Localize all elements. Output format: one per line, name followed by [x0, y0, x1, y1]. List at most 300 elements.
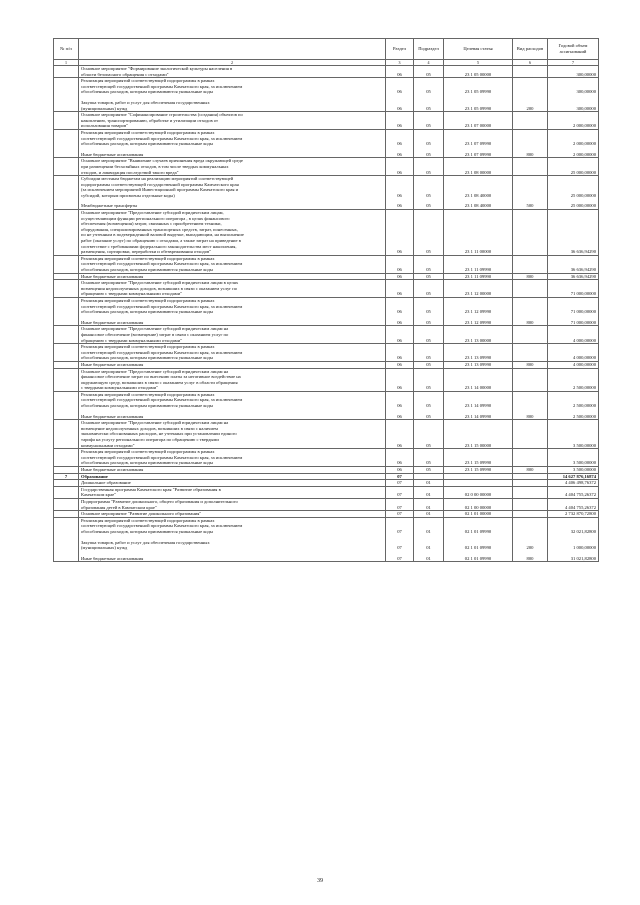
razdel-cell: [386, 361, 414, 368]
target-article-value: 23 1 07 09990: [464, 151, 492, 157]
expense-type-value: 800: [526, 273, 534, 279]
row-name-cell: [79, 420, 386, 449]
podrazdel-cell: [414, 297, 444, 325]
target-article-value: 23 1 05 00000: [464, 71, 492, 77]
amount-value: 2 000,00000: [573, 123, 596, 129]
target-article-cell: [444, 78, 513, 112]
row-number-cell: [54, 273, 79, 280]
expense-type-value: 800: [526, 319, 534, 325]
podrazdel-cell: [414, 517, 444, 562]
row-number-cell: [54, 467, 79, 474]
row-name-line: образования детей в Камчатском крае": [81, 504, 157, 510]
expense-type-value: 200: [526, 545, 534, 551]
expense-type-value: [515, 291, 545, 297]
expense-type-value: [515, 249, 545, 255]
expense-type-value: 800: [526, 467, 534, 472]
row-name-cell: [79, 480, 386, 487]
amount-cell: [548, 420, 599, 449]
row-name-cell: [79, 517, 386, 562]
expense-type-cell: [513, 280, 548, 298]
row-name-line: возмещения недополученных доходов, возникших в связи с оказанием услуг по: [81, 285, 238, 291]
podrazdel-value: 05: [426, 361, 431, 367]
row-name-cell: [79, 129, 386, 157]
razdel-value: 06: [397, 413, 402, 419]
podrazdel-value: 01: [426, 492, 431, 498]
target-article-cell: [444, 486, 513, 498]
target-article-cell: [444, 517, 513, 562]
header-num: № п/п: [54, 39, 79, 60]
amount-cell: [548, 368, 599, 391]
podrazdel-cell: [414, 361, 444, 368]
razdel-cell: [386, 498, 414, 510]
podrazdel-value: 05: [426, 309, 431, 315]
row-number-cell: [54, 176, 79, 210]
podrazdel-value: 05: [426, 403, 431, 409]
razdel-value: 06: [397, 355, 402, 361]
target-article-value: [446, 474, 510, 480]
row-name-line: размещения, сортировки, переработки и обезвреживания отходов": [81, 249, 212, 255]
podrazdel-cell: [414, 129, 444, 157]
index-cell: 3: [386, 60, 414, 66]
row-name-line: обособленных расходов, которым присваиваются уникальные коды: [81, 141, 213, 147]
razdel-value: 06: [397, 89, 402, 95]
expense-type-cell: [513, 391, 548, 419]
table-row: [54, 449, 599, 467]
row-number-cell: [54, 66, 79, 78]
row-name-cell: [79, 326, 386, 344]
table-row: [54, 486, 599, 498]
razdel-cell: [386, 112, 414, 130]
amount-value: 71 000,00000: [570, 319, 596, 325]
index-cell: 7: [548, 60, 599, 66]
expense-type-cell: [513, 210, 548, 256]
row-name-line: Реализация мероприятий соответствующей подпрограммы в рамках: [81, 297, 215, 303]
expense-type-cell: [513, 361, 548, 368]
row-name-line: коммунальными отходами": [81, 442, 135, 448]
expense-type-value: [515, 505, 545, 511]
amount-value: 2 500,00000: [573, 413, 596, 419]
target-article-value: 23 1 07 00000: [464, 123, 492, 129]
amount-value: 2 000,00000: [573, 141, 596, 147]
expense-type-value: 800: [526, 151, 534, 157]
podrazdel-cell: [414, 210, 444, 256]
row-number-cell: [54, 210, 79, 256]
expense-type-value: [515, 474, 545, 480]
row-name-line: соответствующей государственной программы Камчатского края, за исключением: [81, 83, 243, 89]
row-name-line: с твердыми коммунальными отходами": [81, 385, 158, 391]
razdel-value: 06: [397, 123, 402, 129]
target-article-value: [446, 480, 510, 486]
podrazdel-cell: [414, 511, 444, 518]
row-name-line: накоплению, транспортированию, обработке и утилизации отходов от: [81, 117, 219, 123]
row-name-cell: [79, 391, 386, 419]
row-name-line: работ (оказание услуг) по обращению с отходами, а также затрат на приведение в: [81, 238, 241, 244]
podrazdel-cell: [414, 420, 444, 449]
row-name-cell: [79, 344, 386, 362]
razdel-value: 07: [397, 504, 402, 510]
razdel-value: 07: [397, 528, 402, 534]
index-cell: 5: [444, 60, 513, 66]
amount-cell: [548, 158, 599, 176]
table-row: [54, 498, 599, 510]
table-row: [54, 391, 599, 419]
target-article-value: 02 1 01 09990: [464, 528, 492, 534]
row-name-line: обособленных расходов, которым присваиваются уникальные коды: [81, 528, 213, 534]
razdel-cell: [386, 368, 414, 391]
target-article-value: 02 0 00 00000: [464, 492, 492, 498]
target-article-value: 23 1 11 09990: [464, 267, 492, 272]
table-row: [54, 480, 599, 487]
row-name-line: Реализация мероприятий соответствующей подпрограммы в рамках: [81, 78, 215, 84]
amount-value: 25 000,00000: [570, 169, 596, 175]
table-row: [54, 112, 599, 130]
amount-value: 3 500,00000: [573, 442, 596, 448]
row-name-line: субсидий, которым присвоены отдельные коды): [81, 192, 175, 198]
row-name-line: Реализация мероприятий соответствующей подпрограммы в рамках: [81, 129, 215, 135]
row-name-cell: [79, 210, 386, 256]
target-article-value: 23 1 11 09990: [464, 273, 492, 279]
target-article-value: 23 1 14 09990: [464, 403, 492, 409]
target-article-cell: [444, 473, 513, 480]
index-cell: 1: [54, 60, 79, 66]
table-row: [54, 511, 599, 518]
target-article-value: 23 1 08 00000: [464, 169, 492, 175]
row-name-cell: [79, 449, 386, 467]
expense-type-cell: [513, 297, 548, 325]
target-article-value: 23 1 08 40000: [464, 203, 492, 209]
row-name-line: осуществляющим функции регионального оператора , в целях финансового: [81, 215, 230, 221]
amount-cell: [548, 273, 599, 280]
header-expense-type: Вид расходов: [513, 39, 548, 60]
expense-type-value: [515, 72, 545, 78]
row-number-cell: [54, 78, 79, 112]
expense-type-cell: [513, 517, 548, 562]
row-number-cell: [54, 511, 79, 518]
table-row: [54, 368, 599, 391]
podrazdel-cell: [414, 473, 444, 480]
target-article-cell: [444, 391, 513, 419]
expense-type-value: [515, 170, 545, 176]
amount-value: 4 000,00000: [573, 337, 596, 343]
amount-value: 25 000,00000: [570, 192, 596, 198]
target-article-value: 23 1 05 09990: [464, 105, 492, 111]
amount-cell: [548, 486, 599, 498]
amount-cell: [548, 517, 599, 562]
amount-cell: [548, 498, 599, 510]
row-number-cell: [54, 486, 79, 498]
row-name-line: Иные бюджетные ассигнования: [81, 319, 144, 325]
expense-type-value: [515, 511, 545, 517]
target-article-value: 23 1 15 00000: [464, 442, 492, 448]
amount-value: 2 500,00000: [573, 403, 596, 409]
podrazdel-cell: [414, 158, 444, 176]
amount-cell: [548, 449, 599, 467]
razdel-cell: [386, 344, 414, 362]
row-name-line: соответствие с требованиями федерального законодательства мест накопления,: [81, 243, 237, 249]
podrazdel-cell: [414, 78, 444, 112]
expense-type-value: [515, 492, 545, 498]
row-number-cell: [54, 326, 79, 344]
row-name-line: Реализация мероприятий соответствующей подпрограммы в рамках: [81, 449, 215, 455]
row-name-line: отходов, и ликвидация последствий такого вреда": [81, 169, 179, 175]
table-body: [54, 66, 599, 562]
podrazdel-cell: [414, 176, 444, 210]
expense-type-value: [515, 480, 545, 486]
expense-type-cell: [513, 66, 548, 78]
row-name-line: Государственная программа Камчатского края "Развитие образования в: [81, 486, 221, 492]
row-name-line: обеспечения (возмещения) затрат, связанных с приобретением техники,: [81, 221, 222, 227]
razdel-cell: [386, 158, 414, 176]
row-name-line: возмещение недополученных доходов, возникших в связи с наличием: [81, 425, 218, 431]
row-name-line: Основное мероприятие "Софинансирование строительства (создания) объектов по: [81, 112, 243, 118]
target-article-cell: [444, 112, 513, 130]
amount-cell: [548, 467, 599, 474]
amount-value: 2 732 870,72800: [564, 511, 596, 517]
row-name-line: соответствующей государственной программы Камчатского края, за исключением: [81, 523, 243, 529]
podrazdel-cell: [414, 368, 444, 391]
table-header-row: [54, 39, 599, 60]
razdel-value: 06: [397, 403, 402, 409]
razdel-value: 06: [397, 361, 402, 367]
target-article-cell: [444, 158, 513, 176]
row-name-line: соответствующей государственной программы Камчатского края, за исключением: [81, 135, 243, 141]
row-number-cell: [54, 368, 79, 391]
expense-type-cell: [513, 473, 548, 480]
target-article-cell: [444, 361, 513, 368]
podrazdel-value: 05: [426, 151, 431, 157]
podrazdel-value: 05: [426, 249, 431, 255]
amount-value: 71 000,00000: [570, 291, 596, 297]
amount-cell: [548, 255, 599, 273]
row-name-line: финансовое обеспечение (возмещение) затрат в связи с оказанием услуг по: [81, 331, 229, 337]
budget-table-sheet: [53, 38, 598, 562]
podrazdel-cell: [414, 280, 444, 298]
row-name-line: (муниципальных) нужд: [81, 105, 128, 111]
table-row: [54, 255, 599, 273]
razdel-value: 06: [397, 319, 402, 325]
target-article-value: 23 1 15 09990: [464, 460, 492, 466]
razdel-cell: [386, 480, 414, 487]
razdel-cell: [386, 486, 414, 498]
razdel-cell: [386, 210, 414, 256]
razdel-value: 06: [397, 467, 402, 472]
row-number-cell: [54, 391, 79, 419]
row-number-cell: [54, 473, 79, 480]
expense-type-value: [515, 443, 545, 449]
expense-type-value: [515, 355, 545, 361]
razdel-value: 06: [397, 273, 402, 279]
table-row: [54, 66, 599, 78]
target-article-value: 02 1 01 00000: [464, 511, 492, 517]
amount-value: 71 000,00000: [570, 309, 596, 315]
amount-value: 4 000,00000: [573, 355, 596, 361]
podrazdel-cell: [414, 449, 444, 467]
row-name-line: обособленных расходов, которым присваиваются уникальные коды: [81, 460, 213, 466]
row-number-cell: [54, 420, 79, 449]
table-row: [54, 158, 599, 176]
razdel-value: 06: [397, 385, 402, 391]
row-name-line: обращению с твердыми коммунальными отходами": [81, 337, 183, 343]
amount-cell: [548, 326, 599, 344]
expense-type-cell: [513, 368, 548, 391]
razdel-value: 06: [397, 203, 402, 209]
row-number-cell: [54, 361, 79, 368]
header-annual-amount: Годовой объем ассигнований: [548, 39, 599, 60]
header-name: [79, 39, 386, 60]
row-name-line: Основное мероприятие "Предоставление субсидий юридическим лицам на: [81, 326, 229, 332]
index-cell: 2: [79, 60, 386, 66]
target-article-cell: [444, 66, 513, 78]
row-name-line: Иные бюджетные ассигнования: [81, 151, 144, 157]
expense-type-cell: [513, 449, 548, 467]
row-name-line: Камчатском крае": [81, 492, 117, 498]
row-name-line: окружающую среду, возникших в связи с оказанием услуг в области обращения: [81, 379, 238, 385]
row-name-line: соответствующей государственной программы Камчатского края, за исключением: [81, 349, 243, 355]
amount-cell: [548, 210, 599, 256]
podrazdel-cell: [414, 498, 444, 510]
podrazdel-value: 05: [426, 442, 431, 448]
row-name-line: Основное мероприятие "Предоставление субсидий юридическим лицам,: [81, 210, 224, 216]
podrazdel-value: 05: [426, 337, 431, 343]
amount-value: 31 021,82800: [570, 555, 596, 561]
target-article-value: 02 1 00 00000: [464, 504, 492, 510]
expense-type-cell: [513, 486, 548, 498]
target-article-cell: [444, 449, 513, 467]
row-name-line: Реализация мероприятий соответствующей подпрограммы в рамках: [81, 344, 215, 350]
amount-cell: [548, 297, 599, 325]
amount-value: 32 021,82800: [570, 528, 596, 534]
expense-type-cell: [513, 129, 548, 157]
target-article-cell: [444, 280, 513, 298]
table-row: [54, 361, 599, 368]
podrazdel-value: 05: [426, 169, 431, 175]
razdel-value: 07: [397, 480, 402, 486]
expense-type-cell: [513, 255, 548, 273]
header-target-article: Целевая статья: [444, 39, 513, 60]
table-row: [54, 420, 599, 449]
target-article-cell: [444, 210, 513, 256]
amount-value: 1 000,00000: [573, 545, 596, 551]
expense-type-value: [515, 385, 545, 391]
podrazdel-value: 05: [426, 413, 431, 419]
amount-value: 4 404 755,26372: [564, 492, 596, 498]
target-article-value: 23 1 07 09990: [464, 141, 492, 147]
razdel-value: 06: [397, 105, 402, 111]
row-name-cell: [79, 368, 386, 391]
podrazdel-value: 01: [426, 545, 431, 551]
razdel-value: 07: [397, 511, 402, 517]
row-name-line: Реализация мероприятий соответствующей подпрограммы в рамках: [81, 255, 215, 261]
razdel-cell: [386, 449, 414, 467]
target-article-cell: [444, 511, 513, 518]
table-row: [54, 273, 599, 280]
podrazdel-value: 05: [426, 467, 431, 472]
row-name-line: (за исключением мероприятий Инвестиционной программы Камчатского края и: [81, 187, 239, 193]
target-article-value: 23 1 12 09990: [464, 309, 492, 315]
row-name-cell: [79, 255, 386, 273]
expense-type-cell: [513, 467, 548, 474]
razdel-value: 06: [397, 151, 402, 157]
row-name-line: соответствующей государственной программы Камчатского края, за исключением: [81, 397, 243, 403]
row-name-line: подпрограммы соответствующей государственной программы Камчатского края: [81, 181, 239, 187]
row-name-line: оборудования, специализированных транспортных средств, затрат, понесенных,: [81, 226, 239, 232]
razdel-value: 06: [397, 141, 402, 147]
amount-value: 4 406 498,76372: [564, 480, 596, 486]
podrazdel-value: 05: [426, 385, 431, 391]
razdel-value: 07: [397, 555, 402, 561]
row-number-cell: [54, 112, 79, 130]
amount-value: 2 500,00000: [573, 385, 596, 391]
row-name-cell: [79, 361, 386, 368]
target-article-cell: [444, 273, 513, 280]
table-row: [54, 176, 599, 210]
razdel-cell: [386, 511, 414, 518]
row-number-cell: [54, 449, 79, 467]
expense-type-cell: [513, 480, 548, 487]
expense-type-value: 500: [526, 203, 534, 209]
target-article-value: 02 1 01 09990: [464, 555, 492, 561]
podrazdel-value: 05: [426, 267, 431, 272]
razdel-cell: [386, 467, 414, 474]
razdel-cell: [386, 297, 414, 325]
table-row: [54, 280, 599, 298]
amount-cell: [548, 473, 599, 480]
podrazdel-value: [416, 474, 441, 480]
target-article-value: 23 1 08 40000: [464, 192, 492, 198]
razdel-value: 06: [397, 442, 402, 448]
podrazdel-cell: [414, 344, 444, 362]
header-podrazdel: Подраздел: [414, 39, 444, 60]
row-name-line: Основное мероприятие "Предоставление субсидий юридическим лицам в целях: [81, 280, 239, 286]
row-name-line: при размещении бесхозяйных отходов, в том числе твердых коммунальных: [81, 163, 229, 169]
row-name-cell: [79, 473, 386, 480]
expense-type-value: [515, 267, 545, 273]
target-article-value: 23 1 13 09990: [464, 355, 492, 361]
target-article-cell: [444, 129, 513, 157]
target-article-value: 23 1 05 09990: [464, 89, 492, 95]
row-name-line: (муниципальных) нужд: [81, 545, 128, 551]
row-name-cell: [79, 158, 386, 176]
amount-value: 3 500,00000: [573, 460, 596, 466]
razdel-cell: [386, 78, 414, 112]
row-name-line: Основное мероприятие "Формирование экологической культуры населения в: [81, 66, 233, 71]
row-name-line: экономически обоснованных расходов, не учтенных при установлении единого: [81, 431, 237, 437]
expense-type-cell: [513, 176, 548, 210]
amount-cell: [548, 112, 599, 130]
row-number-cell: [54, 498, 79, 510]
row-name-cell: [79, 273, 386, 280]
header-razdel: Раздел: [386, 39, 414, 60]
razdel-value: 07: [397, 492, 402, 498]
row-name-line: соответствующей государственной программы Камчатского края, за исключением: [81, 261, 243, 267]
row-name-line: Реализация мероприятий соответствующей подпрограммы в рамках: [81, 391, 215, 397]
podrazdel-cell: [414, 326, 444, 344]
table-row: [54, 344, 599, 362]
target-article-cell: [444, 420, 513, 449]
row-name-line: Образование: [81, 473, 108, 479]
row-name-line: соответствующей государственной программы Камчатского края, за исключением: [81, 454, 243, 460]
row-name-cell: [79, 112, 386, 130]
expense-type-value: 800: [526, 361, 534, 367]
row-name-line: использования товаров": [81, 123, 129, 129]
amount-cell: [548, 176, 599, 210]
podrazdel-value: 05: [426, 141, 431, 147]
row-name-line: Иные бюджетные ассигнования: [81, 555, 144, 561]
podrazdel-value: 01: [426, 528, 431, 534]
amount-cell: [548, 391, 599, 419]
razdel-value: 06: [397, 309, 402, 315]
amount-value: 300,00000: [576, 89, 596, 95]
